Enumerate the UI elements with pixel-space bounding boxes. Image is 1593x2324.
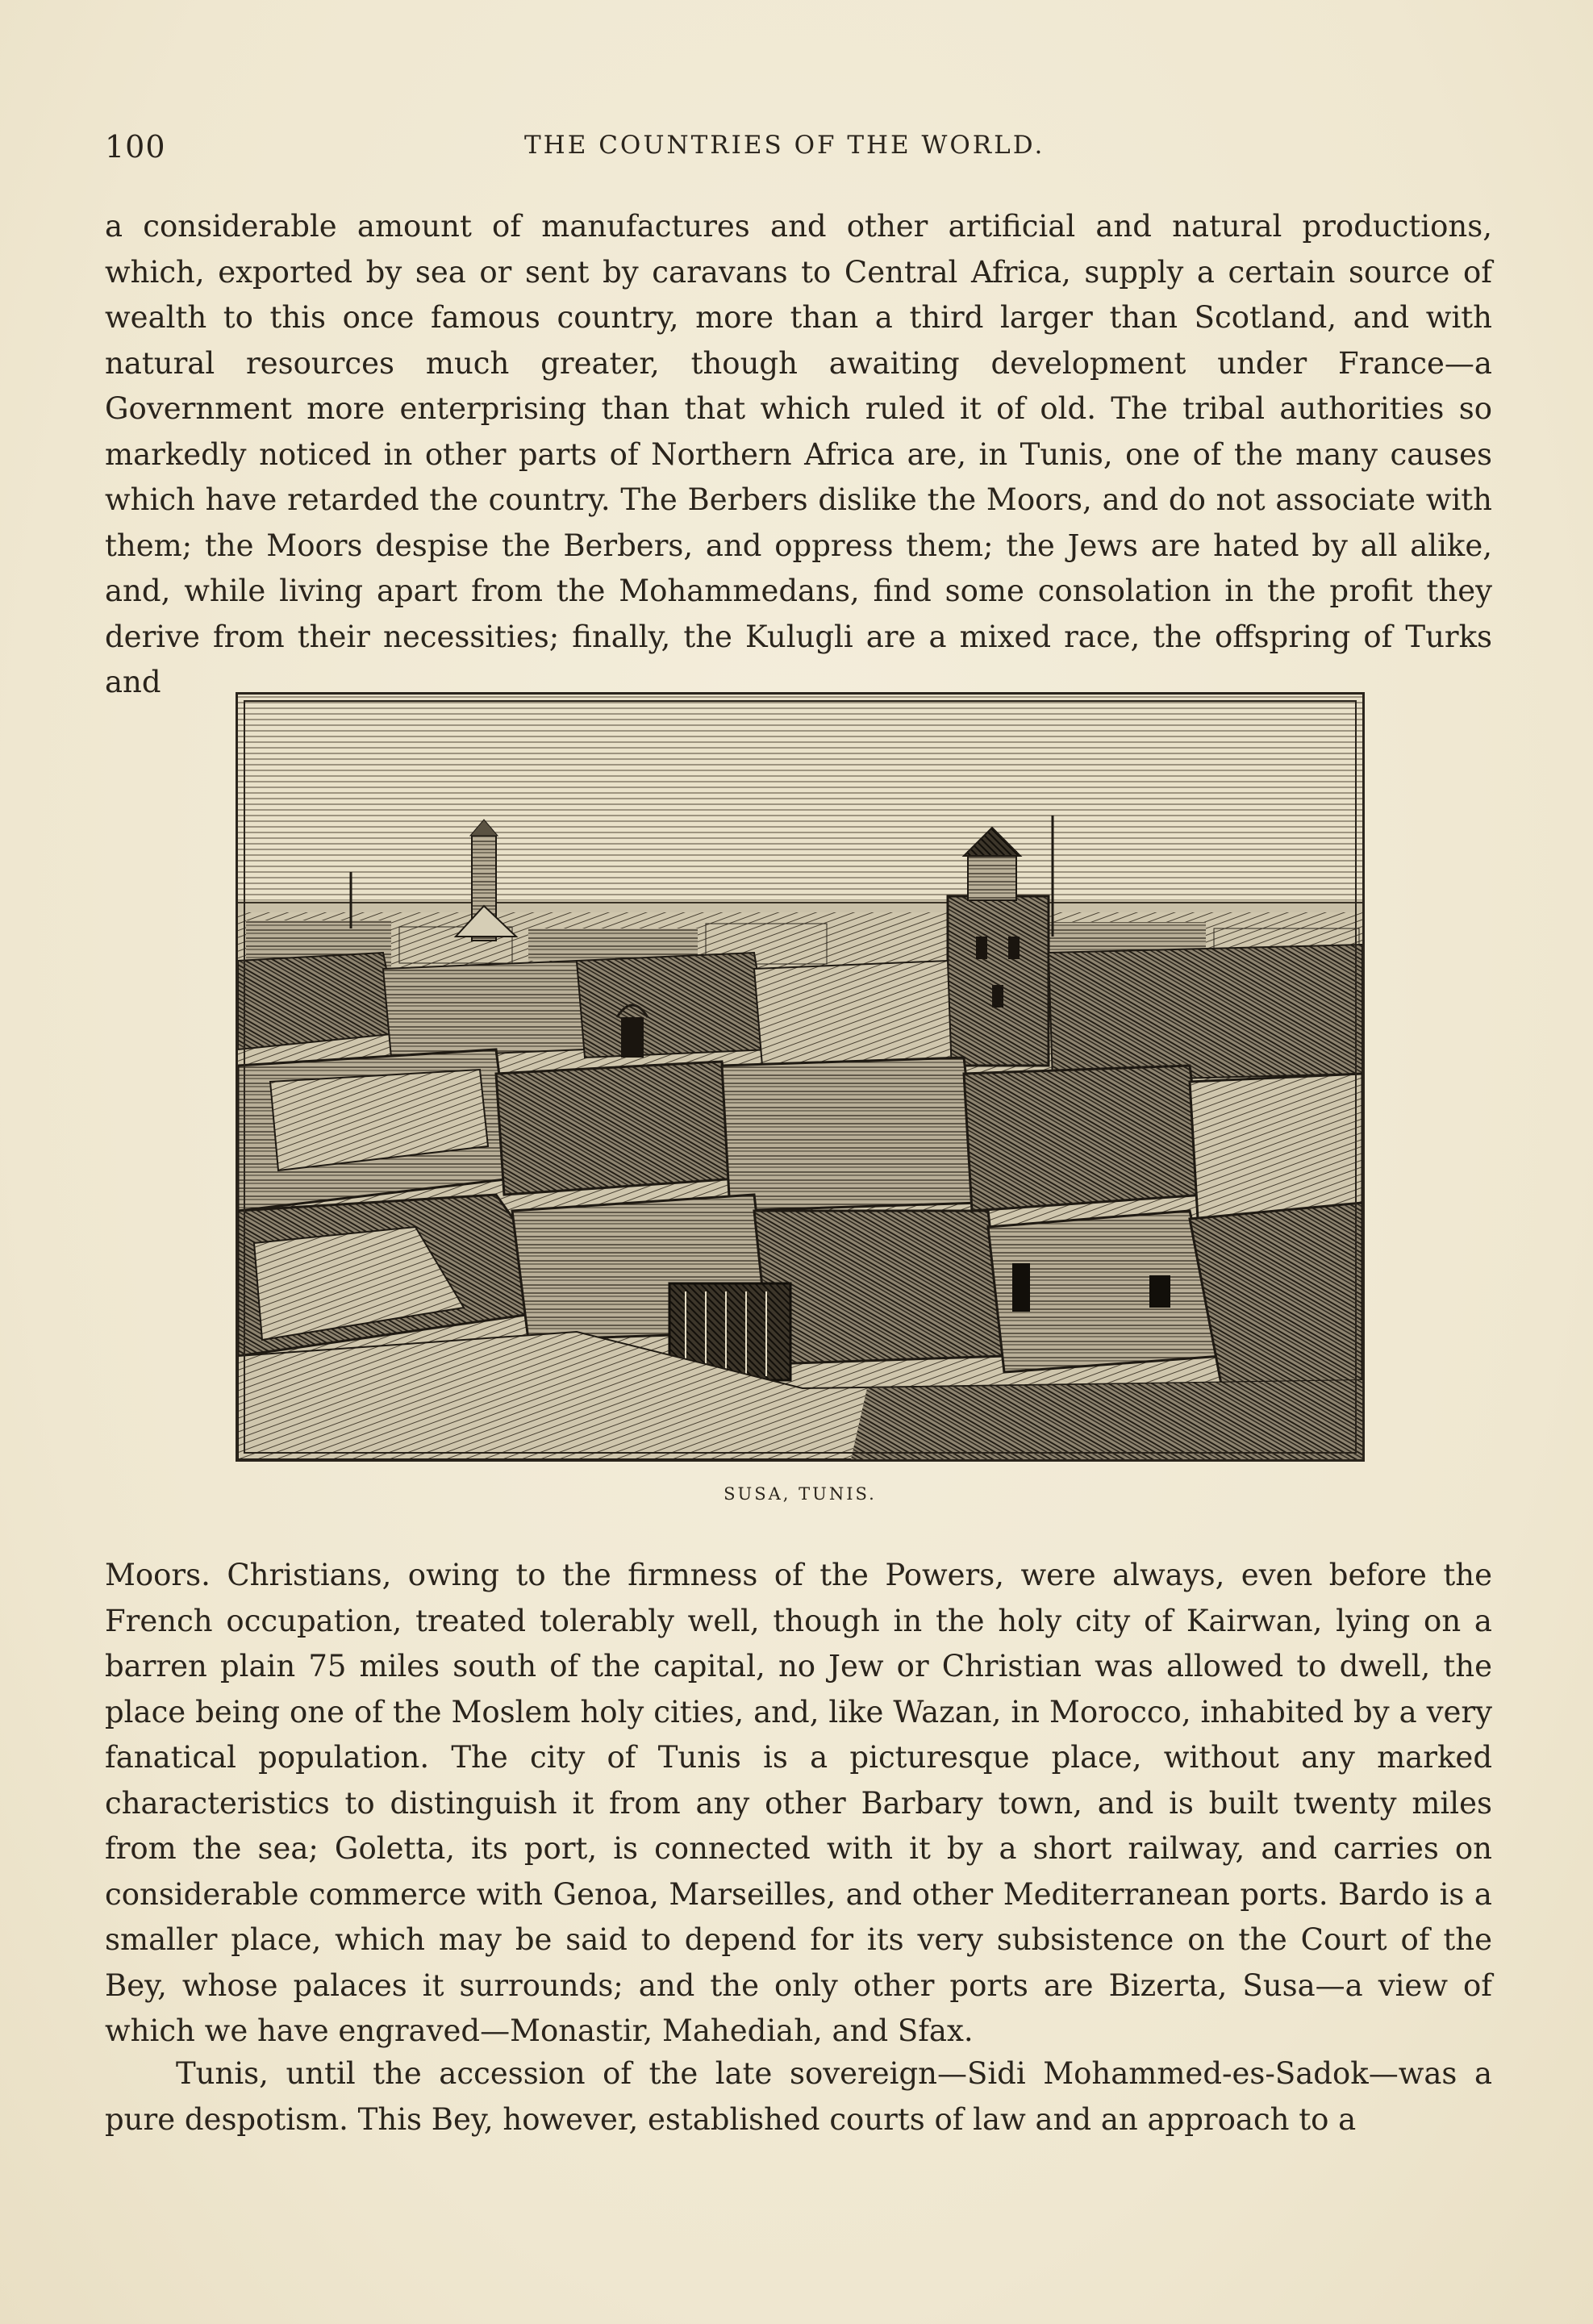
running-head — [105, 121, 1492, 169]
running-title: THE COUNTRIES OF THE WORLD. — [524, 131, 1045, 160]
paragraph-3: Tunis, until the accession of the late sovereign—Sidi Mohammed-es-Sadok—was a pure despotism. This Bey, however, established courts of law and an approach to a — [105, 2056, 1492, 2137]
page-number: 100 — [105, 129, 166, 165]
paragraph-1: a considerable amount of manufactures and other artificial and natural productions, which, exported by sea or sent by caravans to Central Africa, supply a certain source of wealth to this once famous country, more than a third larger than Scotland, and with natural resources much greater, though awaiting development under France—a Government more enterprising than that which ruled it of old. The tribal authorities so markedly noticed in other parts of Northern Africa are, in Tunis, one of the many causes which have retarded the country. The Berbers dislike the Moors, and do not associate with them; the Moors despise the Berbers, and oppress them; the Jews are hated by all alike, and, while living apart from the Mohammedans, find some consolation in the profit they derive from their necessities; finally, the Kulugli are a mixed race, the offspring of Turks and — [105, 209, 1492, 699]
engraving-susa-tunis — [238, 695, 1362, 1459]
figure-caption: SUSA, TUNIS. — [724, 1484, 877, 1504]
engraving-illustration — [236, 692, 1365, 1462]
paragraph-2: Moors. Christians, owing to the firmness of the Powers, were always, even before the French occupation, treated tolerably well, though in the holy city of Kairwan, lying on a barren plain 75 miles south of the capital, no Jew or Christian was allowed to dwell, the place being one of the Moslem holy cities, and, like Wazan, in Morocco, inhabited by a very fanatical population. The city of Tunis is a picturesque place, without any marked characteristics to distinguish it from any other Barbary town, and is built twenty miles from the sea; Goletta, its port, is connected with it by a short railway, and carries on considerable commerce with Genoa, Marseilles, and other Mediterranean ports. Bardo is a smaller place, which may be said to depend for its very subsistence on the Court of the Bey, whose palaces it surrounds; and the only other ports are Bizerta, Susa—a view of which we have engraved—Monastir, Mahediah, and Sfax. — [105, 1558, 1492, 2048]
